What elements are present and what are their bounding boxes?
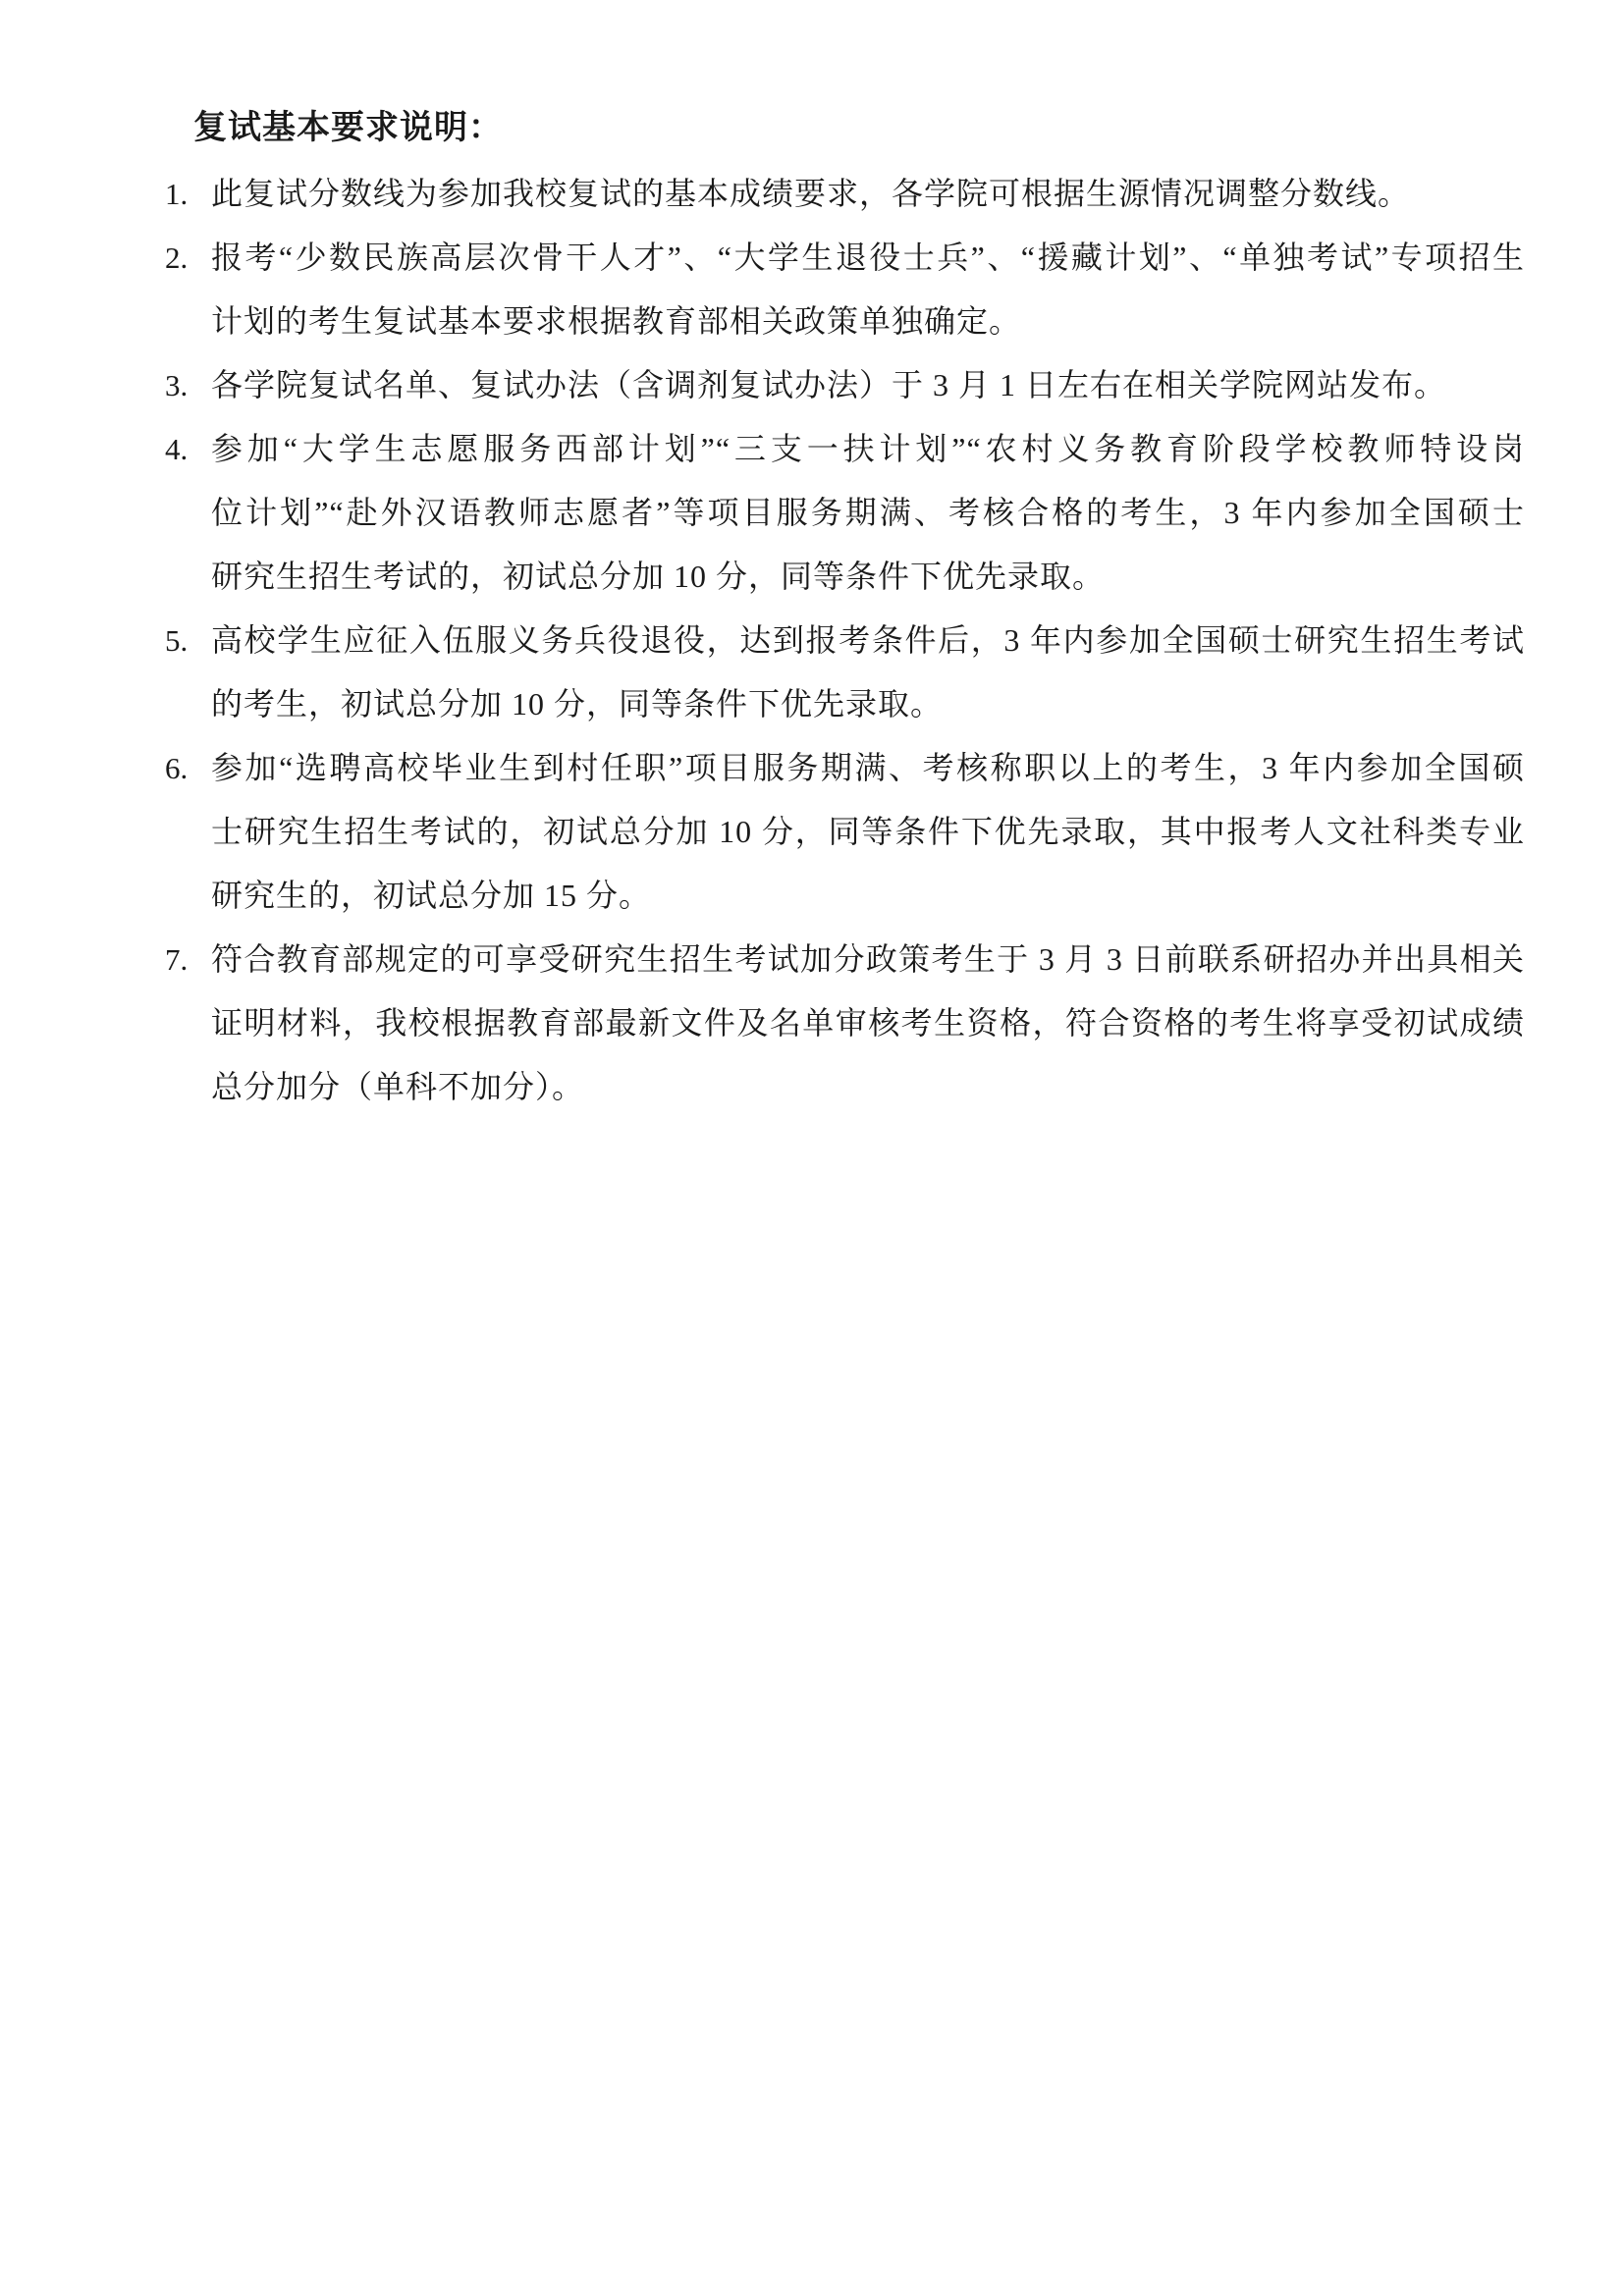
list-item-number: 6. [165, 751, 189, 785]
list-item [165, 417, 1530, 609]
list-item-body [211, 226, 1525, 353]
list-item [165, 226, 1530, 353]
list-item-number: 4. [165, 432, 189, 466]
paragraph-line: 高校学生应征入伍服义务兵役退役，达到报考条件后，3 年内参加全国硕士研究生招生考试 [211, 622, 1525, 658]
paragraph-line: 参加“大学生志愿服务西部计划”“三支一扶计划”“农村义务教育阶段学校教师特设岗 [211, 431, 1525, 466]
paragraph-line: 证明材料，我校根据教育部最新文件及名单审核考生资格，符合资格的考生将享受初试成绩 [211, 1005, 1525, 1041]
list-item-body [211, 928, 1525, 1119]
paragraph-line: 位计划”“赴外汉语教师志愿者”等项目服务期满、考核合格的考生，3 年内参加全国硕士 [211, 495, 1525, 530]
paragraph-line: 各学院复试名单、复试办法（含调剂复试办法）于 3 月 1 日左右在相关学院网站发布。 [211, 367, 1447, 402]
list-item-body [211, 736, 1525, 928]
paragraph-line: 研究生招生考试的，初试总分加 10 分，同等条件下优先录取。 [211, 559, 1106, 594]
list-item-number: 2. [165, 240, 189, 275]
paragraph-line: 参加“选聘高校毕业生到村任职”项目服务期满、考核称职以上的考生，3 年内参加全国硕 [211, 750, 1525, 785]
list-item [165, 162, 1530, 226]
list-item [165, 736, 1530, 928]
list-item [165, 928, 1530, 1119]
paragraph-line: 计划的考生复试基本要求根据教育部相关政策单独确定。 [211, 303, 1022, 339]
list-item-number: 7. [165, 942, 189, 977]
list-item [165, 353, 1530, 417]
list-item-body [211, 353, 1525, 417]
list-item [165, 609, 1530, 736]
paragraph-line: 此复试分数线为参加我校复试的基本成绩要求，各学院可根据生源情况调整分数线。 [211, 176, 1411, 211]
list-item-number: 5. [165, 623, 189, 658]
paragraph-line: 报考“少数民族高层次骨干人才”、“大学生退役士兵”、“援藏计划”、“单独考试”专项招生 [211, 240, 1525, 275]
list-item-number: 3. [165, 368, 189, 402]
paragraph-line: 研究生的，初试总分加 15 分。 [211, 878, 652, 913]
paragraph-line: 符合教育部规定的可享受研究生招生考试加分政策考生于 3 月 3 日前联系研招办并出具相关 [211, 941, 1525, 977]
list-item-body [211, 162, 1525, 226]
paragraph-line: 士研究生招生考试的，初试总分加 10 分，同等条件下优先录取，其中报考人文社科类专业 [211, 814, 1525, 849]
list-item-number: 1. [165, 177, 189, 211]
paragraph-line: 的考生，初试总分加 10 分，同等条件下优先录取。 [211, 686, 944, 721]
list-item-body [211, 417, 1525, 609]
document-heading: 复试基本要求说明： [193, 110, 503, 146]
requirements-list [165, 162, 1530, 1119]
list-item-body [211, 609, 1525, 736]
paragraph-line: 总分加分（单科不加分）。 [211, 1069, 585, 1104]
